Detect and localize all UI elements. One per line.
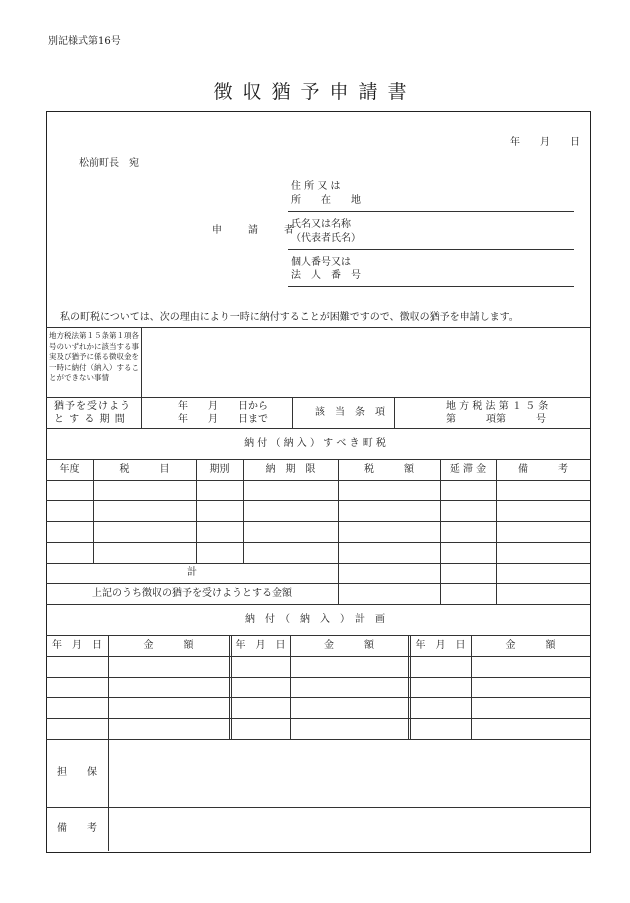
grid-line-tax-deferral — [46, 583, 590, 584]
tax-col-line-5 — [440, 459, 441, 604]
collateral-label: 担 保 — [57, 767, 97, 778]
address-label-2: 所 在 地 — [291, 195, 361, 206]
application-statement: 私の町税については、次の理由により一時に納付することが困難ですので、徴収の猶予を申請します。 — [60, 312, 519, 323]
plan-col-line-2 — [229, 635, 230, 739]
grid-line-tax-row4 — [46, 542, 590, 543]
reason-label: 地方税法第１５条第１項各号のいずれかに該当する事実及び猶予に係る徴収金を一時に納付（納入）することができない事情 — [49, 331, 139, 382]
number-label-2: 法 人 番 号 — [291, 270, 361, 281]
grid-line-plan-row4 — [46, 718, 590, 719]
period-label-2: と す る 期 間 — [54, 414, 126, 425]
page-title: 徴収猶予申請書 — [213, 81, 417, 103]
grid-line-period-top — [46, 397, 590, 398]
grid-line-plan-row3 — [46, 697, 590, 698]
plan-amount-col-3: 金 額 — [505, 640, 556, 651]
grid-line-tax-bottom — [46, 604, 590, 605]
grid-line-tax-row2 — [46, 500, 590, 501]
tax-table-heading: 納 付 （ 納 入 ） す べ き 町 税 — [244, 438, 386, 449]
number-label-1: 個人番号又は — [291, 257, 351, 268]
address-line — [288, 211, 574, 212]
period-divider-1 — [141, 397, 142, 428]
remarks-label: 備 考 — [57, 823, 97, 834]
period-until: 年 月 日まで — [178, 414, 268, 425]
form-number: 別記様式第16号 — [48, 36, 121, 47]
grid-line-tax-header-top — [46, 459, 590, 460]
plan-date-col-2: 年 月 日 — [235, 640, 286, 651]
period-divider-3 — [394, 397, 395, 428]
name-line — [288, 249, 574, 250]
total-label: 計 — [187, 567, 197, 578]
plan-table-heading: 納 付 （ 納 入 ） 計 画 — [245, 614, 385, 625]
grid-line-tax-total — [46, 563, 590, 564]
col-period: 期別 — [209, 464, 230, 475]
period-from: 年 月 日から — [178, 401, 268, 412]
plan-date-col-3: 年 月 日 — [415, 640, 466, 651]
law-clause-2: 第 項第 号 — [446, 414, 546, 425]
clause-label: 該 当 条 項 — [315, 407, 385, 418]
deferral-amount-label: 上記のうち徴収の猶予を受けようとする金額 — [92, 588, 292, 599]
collateral-divider — [108, 739, 109, 851]
law-clause-1: 地 方 税 法 第 １ ５ 条 — [446, 401, 549, 412]
plan-col-line-4 — [408, 635, 409, 739]
plan-amount-col-1: 金 額 — [143, 640, 194, 651]
number-line — [288, 286, 574, 287]
grid-line-collateral-bottom — [46, 807, 590, 808]
period-label-1: 猶予を受けよう — [54, 401, 131, 412]
col-fiscal-year: 年度 — [59, 464, 80, 475]
reason-divider — [141, 327, 142, 397]
col-due-date: 納 期 限 — [265, 464, 316, 475]
plan-amount-col-2: 金 額 — [324, 640, 374, 651]
period-divider-2 — [292, 397, 293, 428]
date-month-label: 月 — [540, 137, 550, 148]
date-year-label: 年 — [510, 137, 520, 148]
grid-line-plan-row2 — [46, 677, 590, 678]
grid-line-reason-top — [46, 327, 590, 328]
grid-line-tax-row3 — [46, 521, 590, 522]
col-tax-item: 税 目 — [119, 464, 170, 475]
grid-line-plan-row1 — [46, 656, 590, 657]
addressee: 松前町長 宛 — [79, 158, 139, 169]
col-tax-amount: 税 額 — [364, 464, 414, 475]
col-remarks: 備 考 — [518, 464, 568, 475]
col-late-charge: 延 滞 金 — [449, 464, 487, 475]
grid-line-tax-row1 — [46, 480, 590, 481]
tax-col-line-6 — [496, 459, 497, 604]
address-label-1: 住 所 又 は — [291, 181, 341, 192]
name-label-2: （代表者氏名） — [291, 233, 361, 244]
grid-line-tax-heading-top — [46, 428, 590, 429]
grid-line-plan-header-top — [46, 635, 590, 636]
applicant-label: 申 請 者 — [212, 225, 296, 236]
date-day-label: 日 — [570, 137, 580, 148]
tax-col-line-4 — [338, 459, 339, 604]
plan-date-col-1: 年 月 日 — [52, 640, 102, 651]
name-label-1: 氏名又は名称 — [291, 219, 351, 230]
grid-line-plan-bottom — [46, 739, 590, 740]
